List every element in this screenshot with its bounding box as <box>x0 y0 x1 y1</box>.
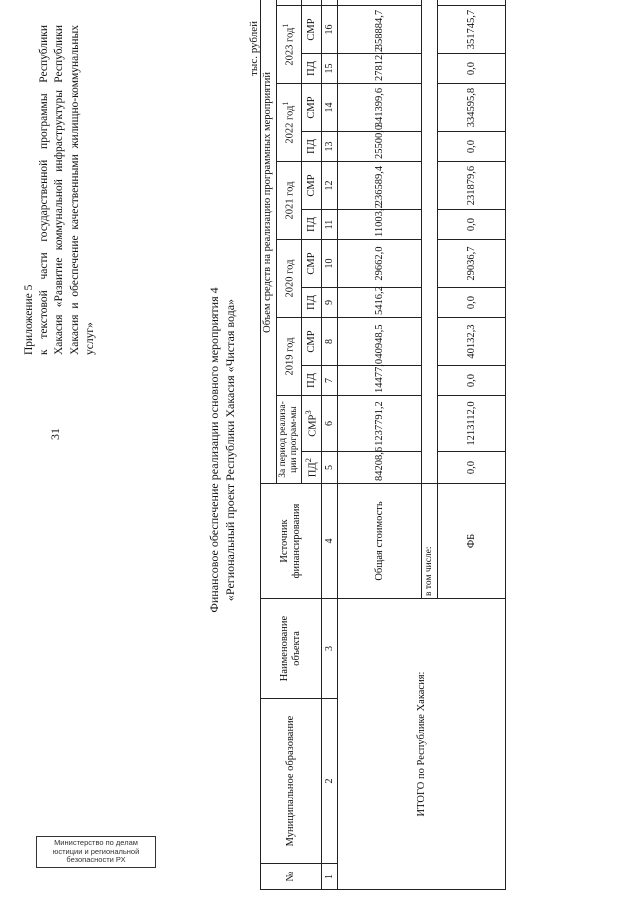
appendix-note <box>22 25 98 355</box>
fb-pd-2023: 0,0 <box>438 54 506 84</box>
header-pd: ПД <box>302 54 322 84</box>
header-object: Наименование объекта <box>261 599 322 699</box>
column-number: 12 <box>322 162 338 210</box>
header-pd: ПД <box>302 366 322 396</box>
column-number: 4 <box>322 484 338 599</box>
fb-pd-2020: 0,0 <box>438 288 506 318</box>
units-label: тыс. рублей <box>248 21 260 76</box>
heading-line-2: «Региональный проект Республики Хакасия «Чистая вода» <box>223 298 238 602</box>
header-year-2021: 2021 год <box>276 162 302 240</box>
total-pd-2023: 27812,2 <box>338 54 422 84</box>
column-number: 3 <box>322 599 338 699</box>
column-number: 6 <box>322 396 338 452</box>
total-smr-period: 1237791,2 <box>338 396 422 452</box>
column-number: 7 <box>322 366 338 396</box>
header-source: Источник финансирования <box>261 484 322 599</box>
total-pd-2021: 11003,2 <box>338 210 422 240</box>
total-smr-2020: 29662,0 <box>338 240 422 288</box>
header-smr: СМР <box>302 162 322 210</box>
header-smr: СМР <box>302 240 322 288</box>
fb-smr-2021: 231879,6 <box>438 162 506 210</box>
column-number: 13 <box>322 132 338 162</box>
header-smr-period: СМР$^3$ <box>302 396 322 452</box>
total-pd-period: 84208,6 <box>338 452 422 484</box>
column-number: 15 <box>322 54 338 84</box>
total-pd-2020: 5416,2 <box>338 288 422 318</box>
header-year-2023: 2023 год$^1$ <box>276 6 302 84</box>
fb-smr-2020: 29036,7 <box>438 240 506 288</box>
including-empty-cell <box>422 0 438 484</box>
header-year-2019: 2019 год <box>276 318 302 396</box>
header-no: № <box>261 864 322 890</box>
fb-smr-2022: 334595,8 <box>438 84 506 132</box>
column-number: 14 <box>322 84 338 132</box>
column-number: 8 <box>322 318 338 366</box>
column-number: 2 <box>322 699 338 864</box>
header-pd <box>302 0 322 6</box>
header-smr: СМР <box>302 318 322 366</box>
column-number: 1 <box>322 864 338 890</box>
heading-line-1: Финансовое обеспечение реализации основного мероприятия 4 <box>207 287 221 613</box>
column-number: 5 <box>322 452 338 484</box>
fb-pd-2024 <box>438 0 506 6</box>
header-year-2022: 2022 год$^1$ <box>276 84 302 162</box>
total-smr-2019: 40948,5 <box>338 318 422 366</box>
header-pd: ПД <box>302 288 322 318</box>
source-total-cost: Общая стоимость <box>338 484 422 599</box>
total-label: ИТОГО по Республике Хакасия: <box>338 599 506 890</box>
column-number: 16 <box>322 6 338 54</box>
financing-table <box>260 0 506 890</box>
total-smr-2022: 341399,6 <box>338 84 422 132</box>
total-smr-2023: 358884,7 <box>338 6 422 54</box>
column-number: 11 <box>322 210 338 240</box>
header-smr: СМР <box>302 84 322 132</box>
column-number <box>322 0 338 6</box>
fb-smr-2023: 351745,7 <box>438 6 506 54</box>
fb-smr-period: 1213112,0 <box>438 396 506 452</box>
header-smr: СМР <box>302 6 322 54</box>
appendix-body: к текстовой части государственной программы Республики Хакасия «Развитие коммунальной инфраструктуры Республики Хакасия и обеспечение качественными жилищно-коммунальных услуг» <box>38 25 96 355</box>
total-smr-2021: 236589,4 <box>338 162 422 210</box>
fb-pd-period: 0,0 <box>438 452 506 484</box>
appendix-title: Приложение 5 <box>23 284 35 355</box>
header-pd-period: $ПД^2$ <box>302 452 322 484</box>
column-number: 10 <box>322 240 338 288</box>
header-period: За период реализа-ции програм-мы <box>276 396 302 484</box>
fb-pd-2019: 0,0 <box>438 366 506 396</box>
fb-smr-2019: 40132,3 <box>438 318 506 366</box>
header-pd: ПД <box>302 132 322 162</box>
column-number: 9 <box>322 288 338 318</box>
header-volume: Объем средств на реализацию программных мероприятий <box>261 0 277 484</box>
header-pd: ПД <box>302 210 322 240</box>
document-heading <box>206 200 238 700</box>
page-number: 31 <box>48 428 62 440</box>
total-pd-2024 <box>338 0 422 6</box>
fb-pd-2022: 0,0 <box>438 132 506 162</box>
rotated-page-content <box>16 9 616 890</box>
registration-stamp: Министерство по делам юстиции и региональной безопасности РХ <box>36 836 156 868</box>
header-municipality: Муниципальное образование <box>261 699 322 864</box>
source-including: в том числе: <box>422 484 438 599</box>
header-year-2024 <box>276 0 302 6</box>
total-pd-2019: 14477,0 <box>338 366 422 396</box>
fb-pd-2021: 0,0 <box>438 210 506 240</box>
header-year-2020: 2020 год <box>276 240 302 318</box>
source-federal-budget: ФБ <box>438 484 506 599</box>
total-pd-2022: 25500,0 <box>338 132 422 162</box>
